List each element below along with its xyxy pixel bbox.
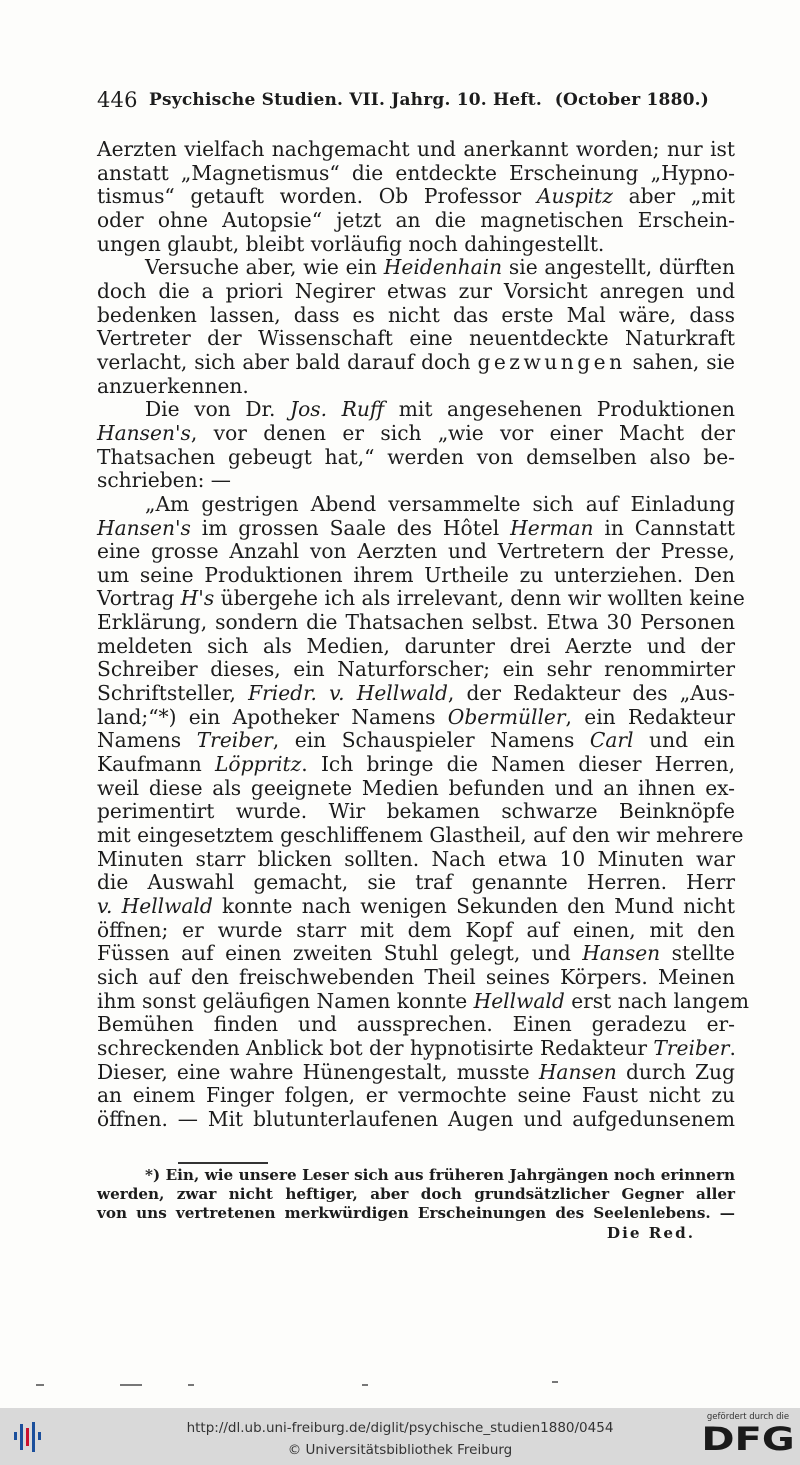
footnote-line: von uns vertretenen merkwürdigen Erscheinungen des Seelenlebens. — [97,1204,735,1223]
text-line [97,658,735,682]
permalink-url[interactable]: http://dl.ub.uni-freiburg.de/diglit/psychische_studien1880/0454 [186,1420,614,1436]
text-run: , ein Schauspieler Namens [272,728,590,753]
text-run: Aerzten vielfach nachgemacht und anerkannt worden; nur ist [97,137,735,161]
viewer-footer [0,1408,800,1465]
text-line [97,706,735,730]
text-line [97,564,735,588]
text-line [97,895,735,919]
text-run: anstatt „Magnetismus“ die entdeckte Erscheinung „Hypno- [97,160,735,185]
text-run: durch Zug [616,1059,735,1084]
text-line [97,823,744,848]
issue-date: (October 1880.) [554,90,709,110]
text-line [97,988,749,1014]
text-line [97,138,735,162]
text-run: land;“*) ein Apotheker Namens [97,704,448,729]
text-line [97,351,735,375]
text-run: Vortrag [97,586,181,611]
body-text [97,137,749,1132]
text-line [97,209,735,233]
text-run: Kaufmann [97,752,216,777]
text-line [97,422,735,446]
italic-name: Carl [589,728,634,753]
text-run: Vertreter der Wissenschaft eine neuentdeckte Naturkraft [97,326,735,351]
footnote-signature: Die Red. [606,1223,695,1242]
text-run: , vor denen er sich „wie vor einer Macht der [190,420,735,445]
footnote [97,1166,735,1243]
scan-mark [362,1384,368,1386]
text-line [97,919,735,943]
text-line [97,493,735,517]
text-line [97,1013,735,1037]
text-run: Schreiber dieses, ein Naturforscher; ein sehr renommirter [97,657,735,682]
text-line [97,540,735,564]
text-run: aber „mit [612,184,735,209]
italic-name: Heidenhain [383,255,503,280]
text-run: Thatsachen gebeugt hat,“ werden von demselben also be- [97,444,735,469]
text-run: schreckenden Anblick bot der hypnotisirte Redakteur [97,1035,654,1060]
italic-name: Hansen's [97,420,191,445]
text-run: Bemühen finden und aussprechen. Einen geradezu er- [97,1012,735,1037]
text-line [97,375,735,399]
text-run: Erklärung, sondern die Thatsachen selbst. Etwa 30 Personen [97,610,735,635]
italic-name: Löppritz [215,752,302,777]
text-line [97,398,735,422]
text-line [97,185,735,209]
footnote-line: *) Ein, wie unsere Leser sich aus früheren Jahrgängen noch erinnern [145,1166,735,1184]
running-head [97,88,709,118]
text-run: konnte nach wenigen Sekunden den Mund nicht [212,894,735,918]
text-run: in Cannstatt [593,515,736,540]
text-run: öffnen. — Mit blutunterlaufenen Augen und aufgedunsenem [97,1106,735,1131]
text-run: stellte [660,941,735,966]
text-line [97,1084,735,1108]
text-run: oder ohne Autopsie“ jetzt an die magnetischen Erschein- [97,207,735,232]
copyright-notice: © Universitätsbibliothek Freiburg [287,1442,513,1458]
footnote-rule [178,1162,268,1164]
text-run: verlacht, sich aber bald darauf doch [97,349,478,374]
italic-name: Hansen's [97,515,191,540]
text-run: . [729,1035,736,1060]
italic-name: v. Hellwald [97,894,213,918]
text-run: . Ich bringe die Namen dieser Herren, [301,752,735,777]
footnote-line: werden, zwar nicht heftiger, aber doch grundsätzlicher Gegner aller [97,1185,735,1204]
text-run: Die von Dr. [145,397,290,422]
text-run: übergehe ich als irrelevant, denn wir wollten keine [214,586,745,611]
italic-name: H's [180,586,215,611]
text-run: Minuten starr blicken sollten. Nach etwa 10 Minuten war [97,846,735,871]
text-line [97,256,735,280]
text-run: im grossen Saale des Hôtel [190,515,511,540]
text-run: ihm sonst geläufigen Namen konnte [97,988,474,1013]
text-line [97,1037,735,1061]
text-line [97,800,735,824]
text-line [97,1108,735,1132]
text-line [97,586,745,611]
text-run: meldeten sich als Medien, darunter drei Aerzte und der [97,633,735,658]
text-run: , der Redakteur des „Aus- [447,681,736,706]
text-run: und ein [633,728,735,753]
italic-name: Auspitz [536,184,613,209]
text-run: Versuche aber, wie ein [145,255,384,280]
text-line [97,753,735,777]
text-run: eine grosse Anzahl von Aerzten und Vertretern der Presse, [97,539,735,564]
text-line [97,469,735,493]
text-line [97,327,735,351]
text-line [97,777,735,801]
text-run: Füssen auf einen zweiten Stuhl gelegt, und [97,941,583,966]
italic-name: Friedr. v. Hellwald [248,681,448,706]
text-run: anzuerkennen. [97,373,249,398]
text-run: Dieser, eine wahre Hünengestalt, musste [97,1059,539,1084]
text-run: öffnen; er wurde starr mit dem Kopf auf einen, mit den [97,917,735,942]
text-run: weil diese als geeignete Medien befunden und an ihnen ex- [97,775,735,800]
text-line [97,611,735,635]
scan-mark [36,1384,44,1386]
dfg-caption: gefördert durch die [706,1412,790,1422]
text-run: an einem Finger folgen, er vermochte seine Faust nicht zu [97,1083,735,1108]
text-run: sahen, sie [625,349,735,374]
text-line [97,729,735,753]
text-line [97,304,735,328]
text-run: sich auf den freischwebenden Theil seines Körpers. Meinen [97,964,735,989]
text-line [97,942,735,966]
text-line [97,848,735,872]
text-run: perimentirt wurde. Wir bekamen schwarze Beinknöpfe [97,799,735,824]
text-run: „Am gestrigen Abend versammelte sich auf Einladung [145,491,735,516]
text-line [97,682,735,706]
text-line [97,280,735,304]
text-run: tismus“ getauft worden. Ob Professor [97,184,537,209]
scan-mark [120,1384,142,1386]
text-run: um seine Produktionen ihrem Urtheile zu unterziehen. Den [97,562,735,587]
italic-name: Obermüller [447,704,566,729]
italic-name: Treiber [653,1035,730,1060]
page-number: 446 [97,88,138,112]
text-line [97,233,735,257]
text-line [97,635,735,659]
text-line [97,966,735,990]
dfg-logo-icon[interactable] [702,1412,794,1462]
scan-mark [188,1384,194,1386]
text-run: Schriftsteller, [97,681,249,706]
dfg-mark: DFG [701,1420,795,1458]
italic-name: Treiber [196,728,273,753]
text-run: bedenken lassen, dass es nicht das erste Mal wäre, dass [97,302,735,327]
text-run: schrieben: — [97,468,231,493]
scan-mark [552,1381,558,1383]
text-line [97,1061,735,1085]
text-run: mit eingesetztem geschliffenem Glastheil, auf den wir mehrere [97,823,744,848]
spaced-word: gezwungen [477,349,626,374]
italic-name: Herman [510,515,594,540]
text-line [97,517,735,541]
text-line [97,871,735,895]
text-run: erst nach langem [564,988,749,1013]
text-line [97,446,735,470]
journal-title: Psychische Studien. VII. Jahrg. 10. Heft. [149,90,542,110]
italic-name: Hansen [538,1059,617,1084]
text-run: , ein Redakteur [565,704,735,729]
text-run: mit angesehenen Produktionen [384,397,735,422]
text-line [97,162,735,186]
text-run: Namens [97,728,197,753]
italic-name: Hellwald [473,988,565,1013]
text-run: sie angestellt, dürften [502,255,736,280]
italic-name: Jos. Ruff [290,397,385,422]
text-run: ungen glaubt, bleibt vorläufig noch dahingestellt. [97,231,605,256]
text-run: doch die a priori Negirer etwas zur Vorsicht anregen und [97,278,735,303]
italic-name: Hansen [582,941,661,966]
text-run: die Auswahl gemacht, sie traf genannte Herren. Herr [97,870,735,895]
